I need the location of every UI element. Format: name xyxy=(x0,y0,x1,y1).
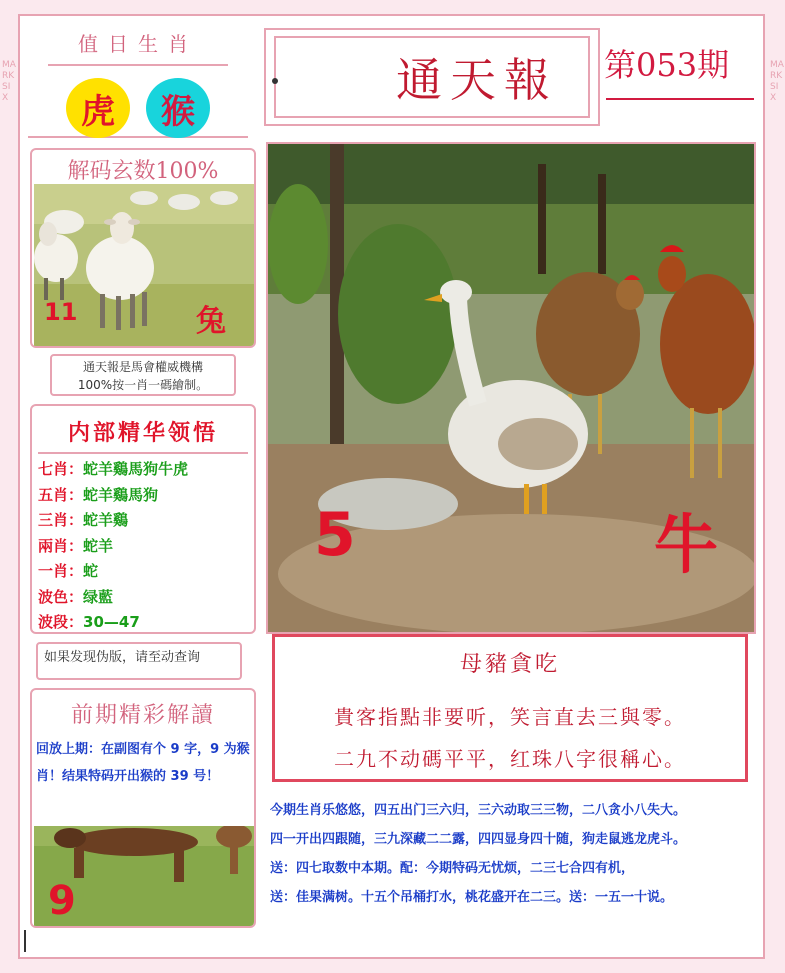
previous-number: 9 xyxy=(48,878,76,924)
fake-notice: 如果发现伪版，请至动查询 xyxy=(36,642,242,680)
poem-line-2: 二九不动碼平平，红珠八字很稱心。 xyxy=(334,747,686,771)
essence-row: 波段：30—47 xyxy=(38,613,140,631)
notice-line-1: 通天報是馬會權威機構 xyxy=(82,360,203,374)
previous-issue-panel xyxy=(30,688,256,928)
divider xyxy=(38,452,248,454)
issue-underline xyxy=(606,98,754,100)
main-animal: 牛 xyxy=(654,508,718,583)
poem-line-1: 貴客指點非要听，笑言直去三與零。 xyxy=(334,705,686,729)
main-number: 5 xyxy=(314,500,356,570)
essence-row: 波色：绿藍 xyxy=(38,587,114,606)
left-watermark: MARK SIX xyxy=(2,60,16,103)
decode-number: 11 xyxy=(44,298,78,326)
right-watermark: MARK SIX xyxy=(770,60,784,103)
fortune-text xyxy=(270,796,760,912)
internal-essence-panel xyxy=(30,404,256,634)
divider xyxy=(48,64,228,66)
issue-number: 第053期 xyxy=(604,46,730,84)
previous-issue-title: 前期精彩解讀 xyxy=(70,703,215,728)
essence-row: 七肖：蛇羊鷄馬狗牛虎 xyxy=(38,460,189,478)
essence-row: 兩肖：蛇羊 xyxy=(38,536,114,555)
decorative-dot xyxy=(272,78,278,84)
notice-box xyxy=(50,354,236,396)
masthead-box xyxy=(264,28,600,126)
essence-row: 五肖：蛇羊鷄馬狗 xyxy=(38,485,159,504)
zodiac-of-day-panel xyxy=(28,20,248,138)
masthead-title: 通天報 xyxy=(396,53,558,107)
previous-issue-text: 回放上期：在副图有个 9 字，9 为猴肖！结果特码开出猴的 39 号！ xyxy=(36,742,250,784)
poem-title: 母豬貪吃 xyxy=(459,652,560,677)
decode-panel xyxy=(30,148,256,348)
fortune-line: 送：佳果满树。十五个吊桶打水，桃花盛开在二三。送：一五一十说。 xyxy=(270,890,674,905)
essence-row: 三肖：蛇羊鷄 xyxy=(38,511,129,529)
main-image-panel xyxy=(266,142,756,634)
zodiac-monkey-badge: 猴 xyxy=(146,78,210,138)
poem-box xyxy=(272,634,748,782)
fortune-line: 今期生肖乐悠悠，四五出门三六归，三六动取三三物，二八贪小八失大。 xyxy=(270,803,687,818)
internal-essence-title: 内部精华领悟 xyxy=(67,420,218,446)
decode-animal: 兔 xyxy=(196,304,226,339)
zodiac-title: 值日生肖 xyxy=(78,32,198,56)
zodiac-tiger-badge: 虎 xyxy=(66,78,130,138)
notice-line-2: 100%按一肖一碼繪制。 xyxy=(77,378,209,392)
essence-row: 一肖：蛇 xyxy=(38,562,99,580)
fortune-line: 送：四七取数中本期。配：今期特码无忧烦，二三七合四有机， xyxy=(270,861,635,876)
fortune-line: 四一开出四跟随，三九深藏二二露，四四显身四十随，狗走鼠逃龙虎斗。 xyxy=(270,832,687,847)
footer-bar xyxy=(24,930,618,952)
decode-title: 解码玄数100% xyxy=(67,159,219,184)
